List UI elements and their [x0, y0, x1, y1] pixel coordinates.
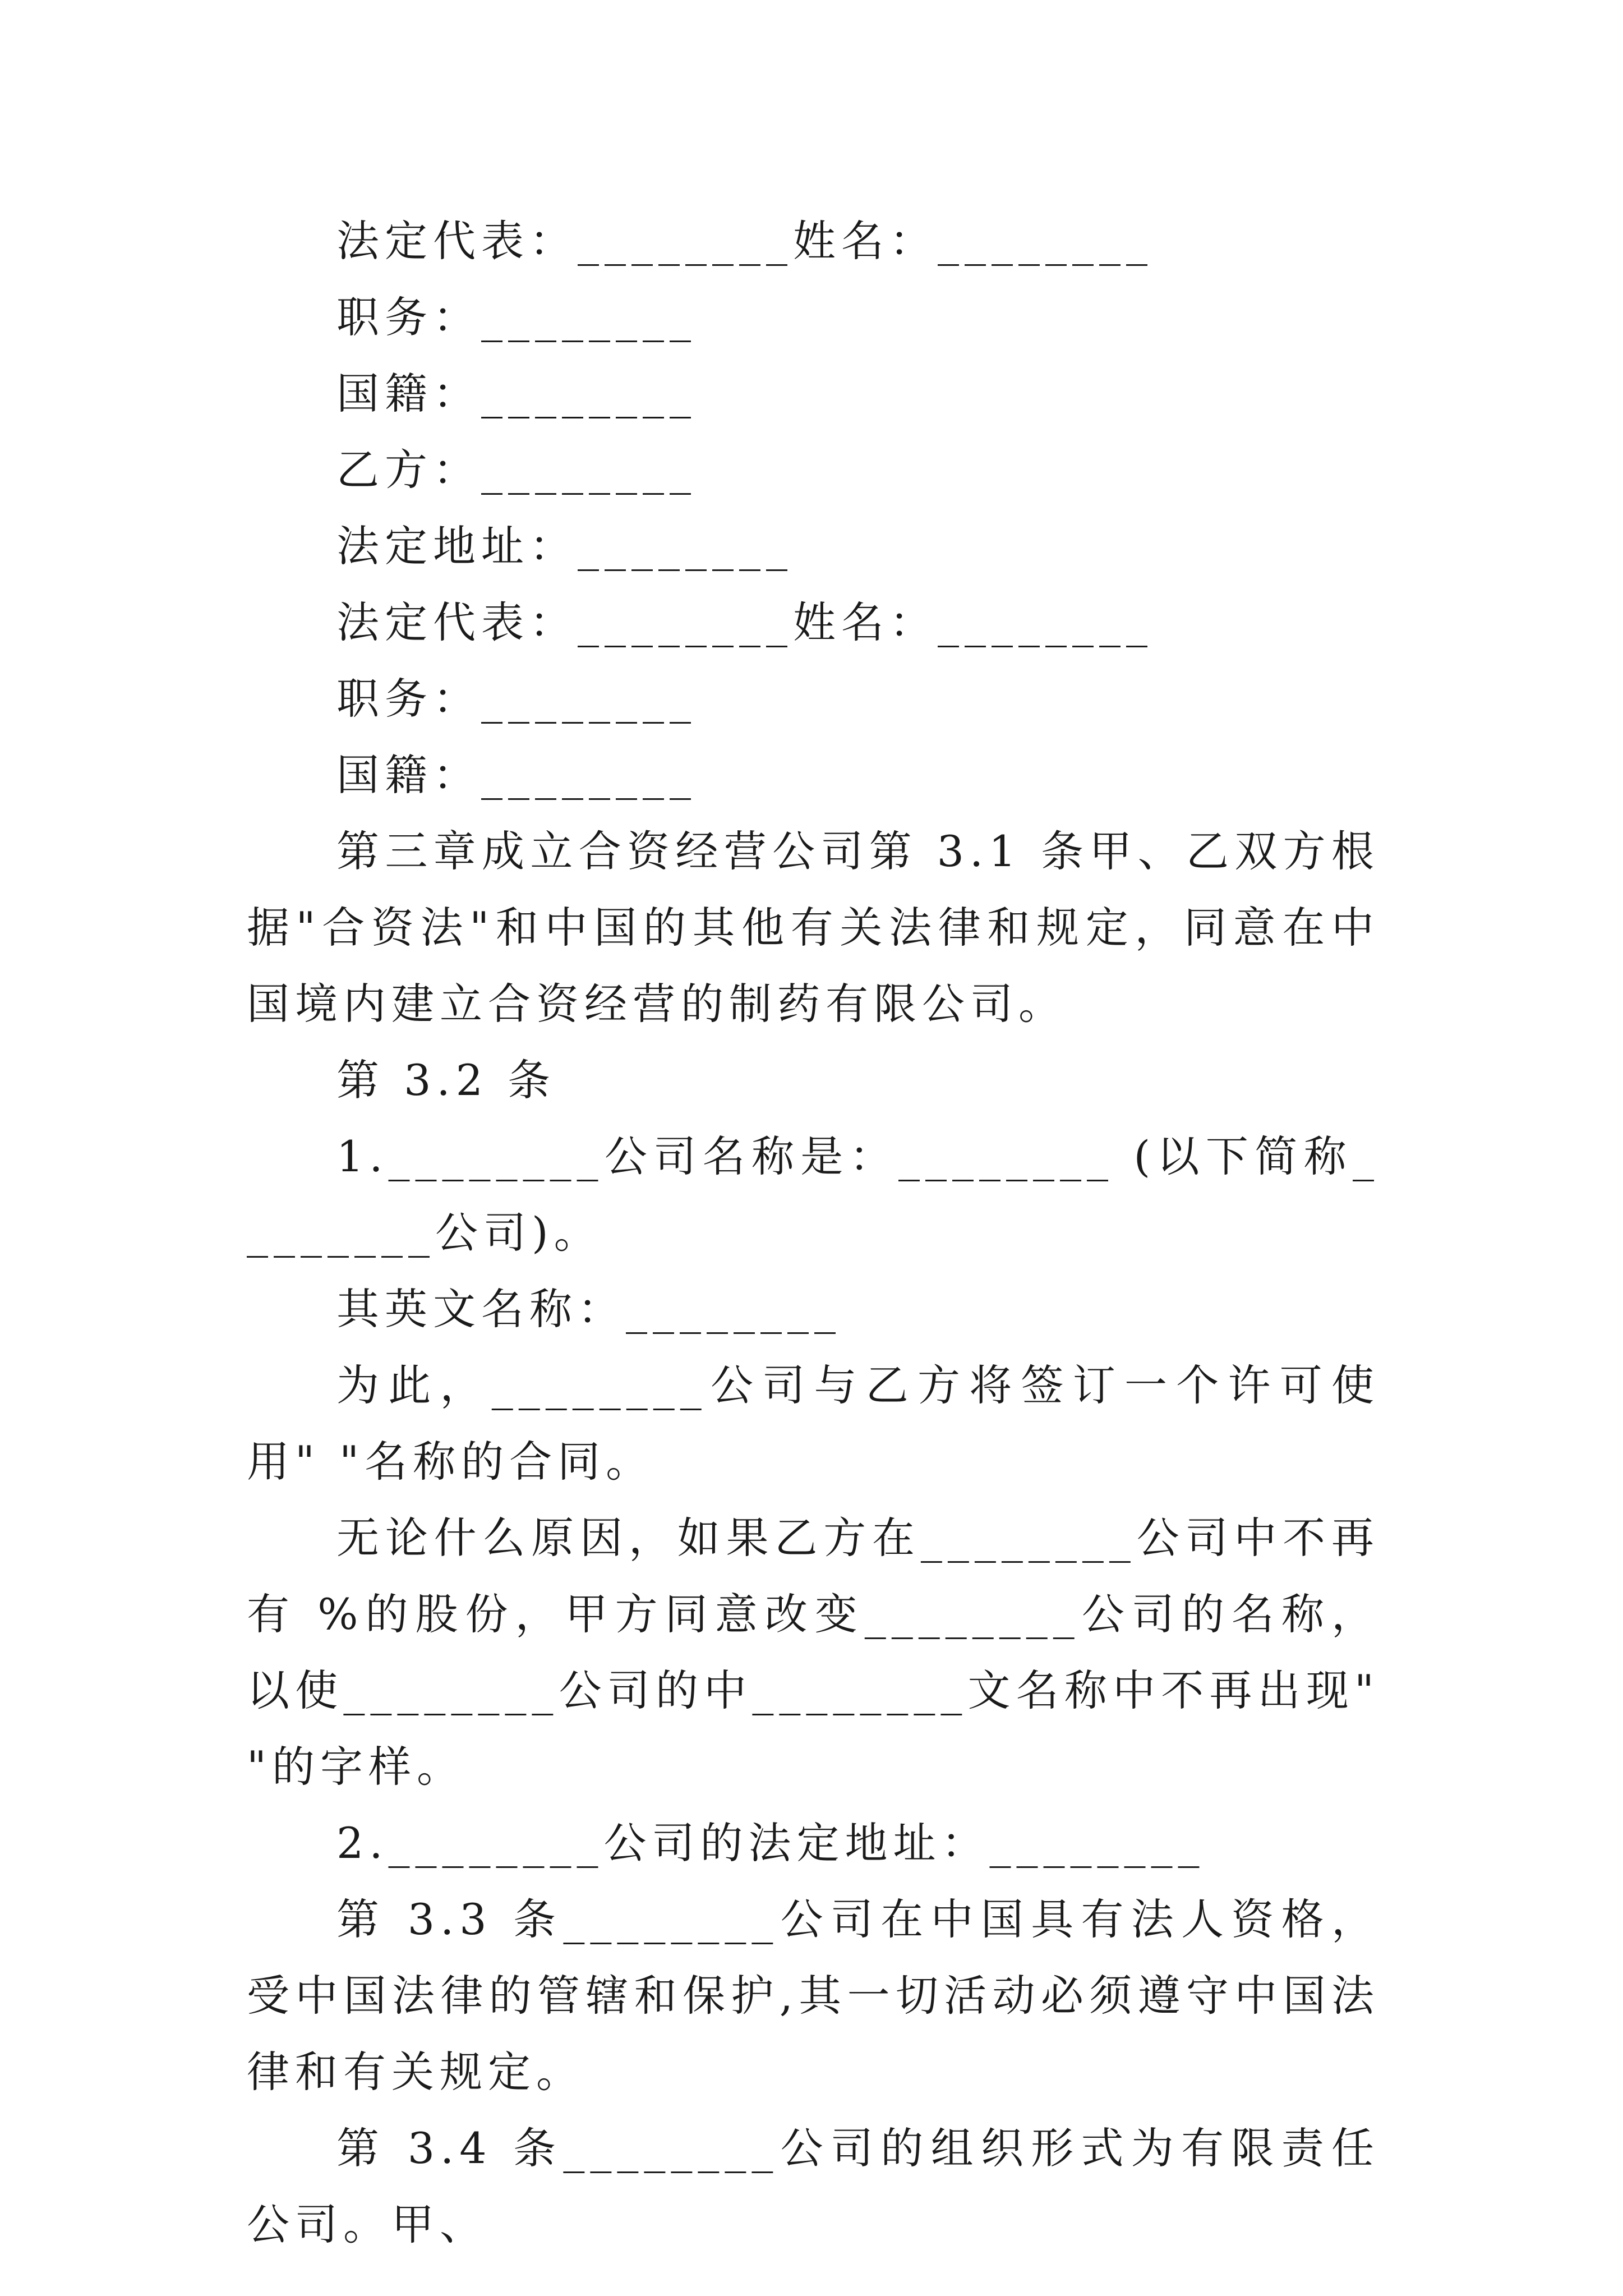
line-position-a: 职务：________ [336, 292, 697, 342]
paragraph-article-3-3: 第 3.3 条________公司在中国具有法人资格，受中国法律的管辖和保护,其一切活动必须遵守中国法律和有关规定。 [247, 1894, 1380, 2097]
paragraph-article-3-1: 第三章成立合资经营公司第 3.1 条甲、乙双方根据"合资法"和中国的其他有关法律和规定，同意在中国境内建立合资经营的制药有限公司。 [247, 826, 1380, 1029]
paragraph-name-change: 无论什么原因，如果乙方在________公司中不再有 %的股份，甲方同意改变________公司的名称，以使________公司的中________文名称中不再出现" "的字样。 [247, 1513, 1380, 1792]
paragraph-license-contract: 为此，________公司与乙方将签订一个许可使用" "名称的合同。 [247, 1360, 1380, 1487]
line-company-address: 2.________公司的法定地址：________ [336, 1818, 1205, 1868]
line-position-b: 职务：________ [336, 674, 697, 724]
document-body [247, 203, 1380, 2263]
line-nationality-a: 国籍：________ [336, 369, 697, 418]
line-party-b: 乙方：________ [336, 445, 697, 495]
heading-article-3-2: 第 3.2 条 [336, 1055, 556, 1105]
line-nationality-b: 国籍：________ [336, 750, 697, 800]
line-legal-address-b: 法定地址：________ [336, 521, 793, 571]
line-legal-rep-a: 法定代表：________姓名：________ [336, 216, 1153, 266]
paragraph-article-3-4: 第 3.4 条________公司的组织形式为有限责任公司。甲、 [247, 2123, 1380, 2249]
paragraph-company-name: 1.________公司名称是：________ (以下简称________公司)。 [247, 1131, 1380, 1258]
line-english-name: 其英文名称：________ [336, 1284, 841, 1334]
line-legal-rep-b: 法定代表：________姓名：________ [336, 597, 1153, 647]
